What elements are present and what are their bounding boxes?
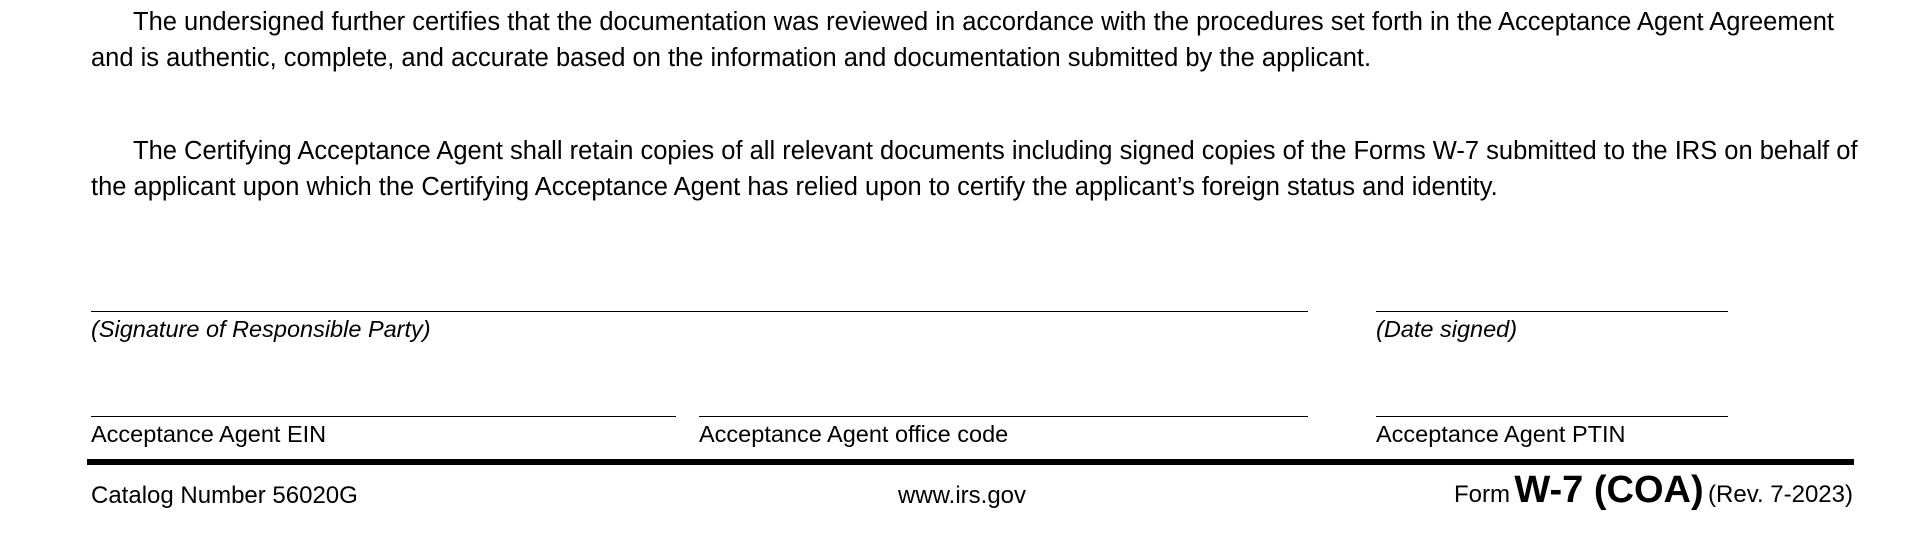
form-prefix: Form (1453, 481, 1510, 508)
date-signed-line[interactable] (1376, 311, 1728, 312)
ein-label: Acceptance Agent EIN (91, 421, 327, 447)
ein-line[interactable] (91, 416, 676, 417)
ptin-line[interactable] (1376, 416, 1728, 417)
retention-paragraph: The Certifying Acceptance Agent shall retain copies of all relevant documents including signed copies of the Forms W-7 submitted to the IRS on behalf of the applicant upon which the Certifying Acceptance Agent has relied upon to certify the applicant’s foreign status and identity. (91, 137, 1858, 201)
form-identifier (1454, 468, 1853, 520)
signature-label: (Signature of Responsible Party) (91, 316, 431, 342)
date-signed-label: (Date signed) (1376, 316, 1518, 342)
office-code-label: Acceptance Agent office code (699, 421, 1009, 447)
form-revision: (Rev. 7-2023) (1708, 481, 1853, 508)
office-code-line[interactable] (699, 416, 1308, 417)
form-name: W-7 (COA) (1514, 469, 1704, 511)
certification-paragraph: The undersigned further certifies that the documentation was reviewed in accordance with the procedures set forth in the Acceptance Agent Agreement and is authentic, complete, and accurate based on the information and documentation submitted by the applicant. (91, 8, 1835, 72)
footer-rule (87, 459, 1854, 465)
catalog-number: Catalog Number 56020G (91, 482, 358, 509)
website-link[interactable]: www.irs.gov (898, 482, 1027, 509)
signature-line[interactable] (91, 311, 1308, 312)
ptin-label: Acceptance Agent PTIN (1376, 421, 1626, 447)
